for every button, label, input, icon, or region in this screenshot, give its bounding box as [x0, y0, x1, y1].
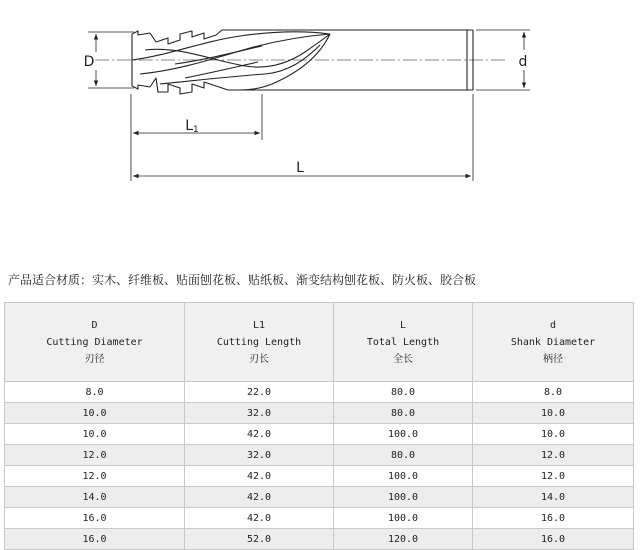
- table-row: [5, 445, 634, 466]
- cell-cutting-length: 42.0: [185, 487, 334, 508]
- table-row: [5, 403, 634, 424]
- end-mill-technical-drawing: [0, 0, 640, 240]
- table-row: [5, 424, 634, 445]
- header-symbol: D: [91, 319, 98, 331]
- materials-note: 产品适合材质：实木、纤维板、贴面刨花板、贴纸板、渐变结构刨花板、防火板、胶合板: [8, 273, 477, 287]
- dimension-L1-main: L: [185, 118, 194, 134]
- header-cn: 刃径: [84, 353, 105, 365]
- cell-total-length: 100.0: [334, 487, 473, 508]
- cell-cutting-length: 22.0: [185, 382, 334, 403]
- header-total-length: [334, 303, 473, 382]
- cell-shank-diameter: 8.0: [473, 382, 634, 403]
- table-row: [5, 487, 634, 508]
- cell-cutting-length: 42.0: [185, 508, 334, 529]
- table-row: [5, 466, 634, 487]
- spec-table: [4, 302, 634, 550]
- header-cutting-diameter: [5, 303, 185, 382]
- header-en: Cutting Diameter: [46, 336, 143, 348]
- cell-cutting-diameter: 14.0: [5, 487, 185, 508]
- table-row: [5, 382, 634, 403]
- cell-total-length: 80.0: [334, 445, 473, 466]
- header-cn: 全长: [393, 353, 413, 365]
- header-cn: 柄径: [543, 353, 563, 365]
- cell-cutting-diameter: 16.0: [5, 508, 185, 529]
- cutting-flutes: [132, 30, 330, 94]
- header-en: Total Length: [366, 336, 440, 348]
- header-en: Cutting Length: [216, 336, 302, 348]
- cell-shank-diameter: 16.0: [473, 529, 634, 550]
- table-row: [5, 529, 634, 550]
- cell-total-length: 100.0: [334, 466, 473, 487]
- cell-shank-diameter: 12.0: [473, 445, 634, 466]
- cell-cutting-diameter: 16.0: [5, 529, 185, 550]
- cell-cutting-diameter: 8.0: [5, 382, 185, 403]
- cell-cutting-length: 32.0: [185, 445, 334, 466]
- cell-total-length: 120.0: [334, 529, 473, 550]
- header-en: Shank Diameter: [510, 336, 596, 348]
- cell-cutting-diameter: 12.0: [5, 445, 185, 466]
- dimension-L-label: L: [296, 160, 304, 176]
- cell-cutting-diameter: 12.0: [5, 466, 185, 487]
- header-shank-diameter: [473, 303, 634, 382]
- cell-cutting-length: 32.0: [185, 403, 334, 424]
- cell-cutting-length: 42.0: [185, 466, 334, 487]
- header-symbol: d: [549, 319, 557, 331]
- dimension-d-label: d: [518, 54, 528, 70]
- header-cutting-length: [185, 303, 334, 382]
- cell-total-length: 80.0: [334, 403, 473, 424]
- cell-cutting-diameter: 10.0: [5, 403, 185, 424]
- table-header-row: [5, 303, 634, 382]
- dimension-L1: [131, 94, 262, 181]
- cell-cutting-length: 42.0: [185, 424, 334, 445]
- header-symbol: L: [399, 319, 407, 331]
- header-cn: 刃长: [249, 353, 269, 365]
- dimension-L1-label: [185, 118, 199, 135]
- cell-cutting-diameter: 10.0: [5, 424, 185, 445]
- cell-shank-diameter: 10.0: [473, 424, 634, 445]
- cell-total-length: 80.0: [334, 382, 473, 403]
- dimension-D-label: D: [83, 54, 95, 70]
- cell-total-length: 100.0: [334, 508, 473, 529]
- dimension-L1-sub: 1: [193, 125, 199, 135]
- cell-shank-diameter: 12.0: [473, 466, 634, 487]
- cell-shank-diameter: 16.0: [473, 508, 634, 529]
- table-row: [5, 508, 634, 529]
- cell-shank-diameter: 10.0: [473, 403, 634, 424]
- header-symbol: L1: [252, 319, 266, 331]
- cell-shank-diameter: 14.0: [473, 487, 634, 508]
- cell-total-length: 100.0: [334, 424, 473, 445]
- cell-cutting-length: 52.0: [185, 529, 334, 550]
